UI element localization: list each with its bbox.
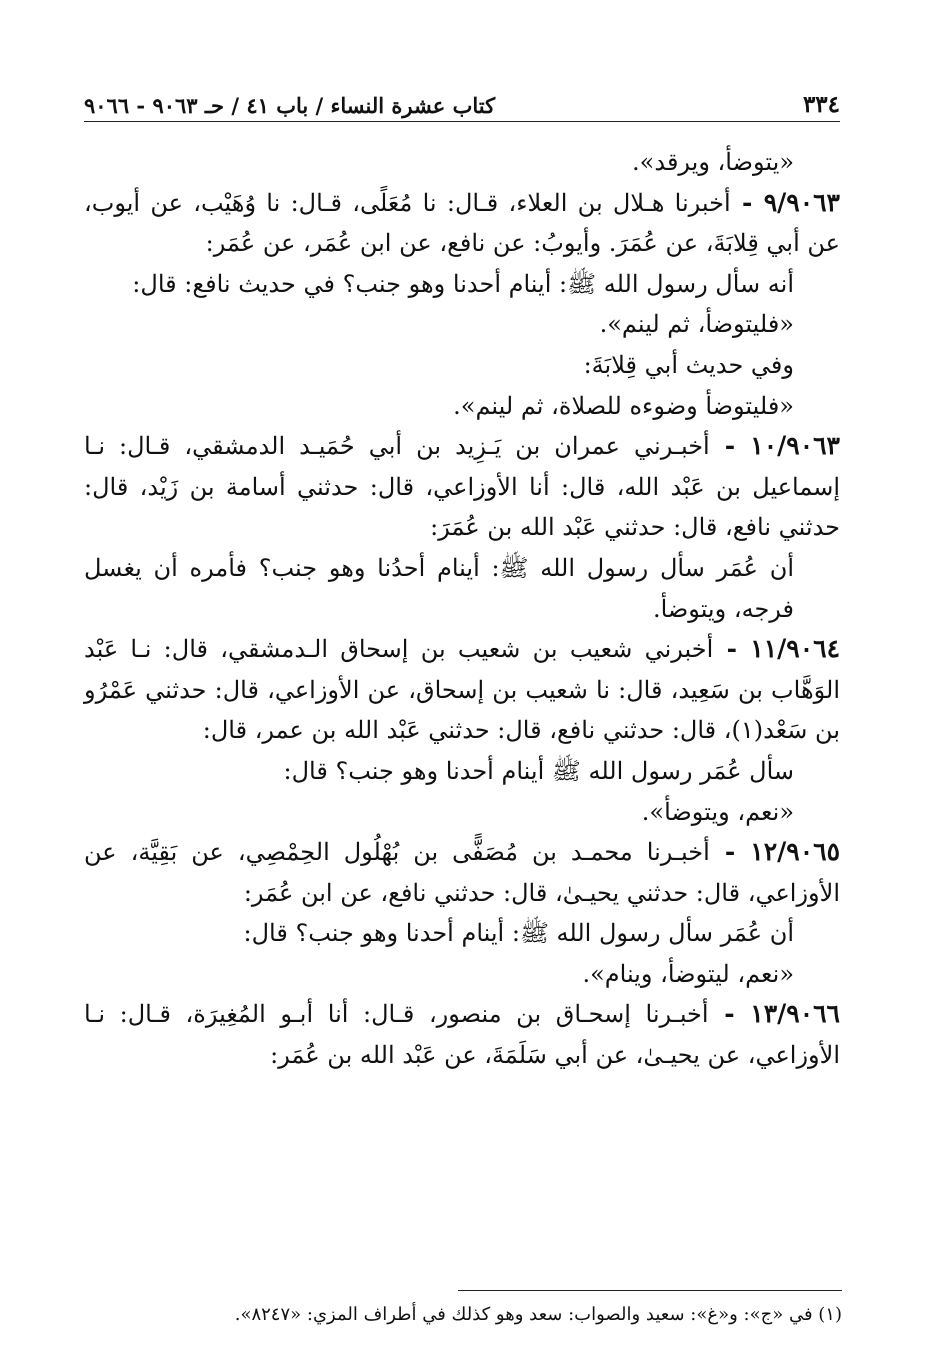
paragraph-text: «يتوضأ، ويرقد».	[632, 148, 794, 176]
paragraph-text: «فليتوضأ وضوءه للصلاة، ثم لينم».	[453, 391, 794, 420]
hadith-entry	[84, 994, 840, 1075]
hadith-entry	[84, 832, 840, 913]
paragraph-text: أخبـرنا إسحـاق بن منصور، قـال: أنا أبـو المُغِيرَة، قـال: نـا الأوزاعي، عن يحيـىٰ، عن أبي سَلَمَةَ، عن عَبْد الله بن عُمَر:	[84, 1000, 840, 1070]
hadith-number: ١٢/٩٠٦٥ -	[709, 837, 840, 867]
footnote: (١) في «ج»: و«غ»: سعيد والصواب: سعد وهو كذلك في أطراف المزي: «٨٢٤٧».	[234, 1304, 842, 1325]
hadith-text-paragraph	[84, 751, 840, 792]
paragraph-text: «نعم، ليتوضأ، وينام».	[582, 959, 794, 988]
hadith-text-paragraph	[84, 954, 840, 995]
hadith-entry	[84, 426, 840, 548]
hadith-text-paragraph	[84, 386, 840, 427]
hadith-entry	[84, 629, 840, 751]
paragraph-text: وفي حديث أبي قِلابَةَ:	[583, 350, 794, 379]
page-number: ٣٣٤	[802, 91, 840, 118]
hadith-text-paragraph	[84, 142, 840, 183]
hadith-text-paragraph	[84, 792, 840, 833]
main-text	[84, 142, 840, 1076]
hadith-text-paragraph	[84, 345, 840, 386]
hadith-text-paragraph	[84, 548, 840, 629]
paragraph-text: أن عُمَر سأل رسول الله ﷺ: أينام أحدنا وهو جنب؟ قال:	[243, 919, 794, 948]
paragraph-text: أخبـرنا محمـد بن مُصَفًّى بن بُهْلُول الحِمْصِي، عن بَقِيَّة، عن الأوزاعي، قال: حدثني يحيـىٰ، قال: حدثني نافع، عن ابن عُمَر:	[84, 838, 840, 907]
hadith-number: ١١/٩٠٦٤ -	[713, 634, 840, 664]
hadith-text-paragraph	[84, 913, 840, 954]
running-title: كتاب عشرة النساء / باب ٤١ / حـ ٩٠٦٣ - ٩٠٦٦	[84, 93, 496, 118]
hadith-number: ١٣/٩٠٦٦ -	[708, 999, 840, 1029]
page-header	[84, 84, 840, 122]
footnote-divider	[458, 1290, 842, 1291]
paragraph-text: أخبرني شعيب بن شعيب بن إسحاق الـدمشقي، قال: نـا عَبْد الوَهَّاب بن سَعِيد، قال: نا شعيب بن إسحاق، عن الأوزاعي، قال: حدثني عَمْرُو بن سَعْد(١)، قال: حدثني نافع، قال: حدثني عَبْد الله بن عمر، قال:	[84, 635, 840, 745]
paragraph-text: سأل عُمَر رسول الله ﷺ أينام أحدنا وهو جنب؟ قال:	[283, 756, 794, 785]
hadith-number: ١٠/٩٠٦٣ -	[709, 431, 840, 461]
paragraph-text: أخبـرني عمران بن يَـزِيد بن أبي حُمَيـد الدمشقي، قـال: نـا إسماعيل بن عَبْد الله، قال: أنا الأوزاعي، قال: حدثني أسامة بن زَيْد، قال: حدثني نافع، قال: حدثني عَبْد الله بن عُمَرَ:	[84, 432, 840, 542]
paragraph-text: «نعم، ويتوضأ».	[641, 797, 794, 826]
hadith-number: ٩/٩٠٦٣ -	[730, 187, 840, 217]
hadith-entry	[84, 183, 840, 264]
paragraph-text: أن عُمَر سأل رسول الله ﷺ: أينام أحدُنا وهو جنب؟ فأمره أن يغسل فرجه، ويتوضأ.	[84, 553, 794, 623]
hadith-text-paragraph	[84, 264, 840, 305]
paragraph-text: أخبرنا هـلال بن العلاء، قـال: نا مُعَلًى، قـال: نا وُهَيْب، عن أيوب، عن أبي قِلابَةَ، عن عُمَرَ. وأيوبُ: عن نافع، عن ابن عُمَر، عن عُمَر:	[84, 188, 840, 258]
paragraph-text: «فليتوضأ، ثم لينم».	[599, 310, 794, 339]
paragraph-text: أنه سأل رسول الله ﷺ: أينام أحدنا وهو جنب؟ في حديث نافع: قال:	[132, 269, 794, 298]
hadith-text-paragraph	[84, 304, 840, 345]
